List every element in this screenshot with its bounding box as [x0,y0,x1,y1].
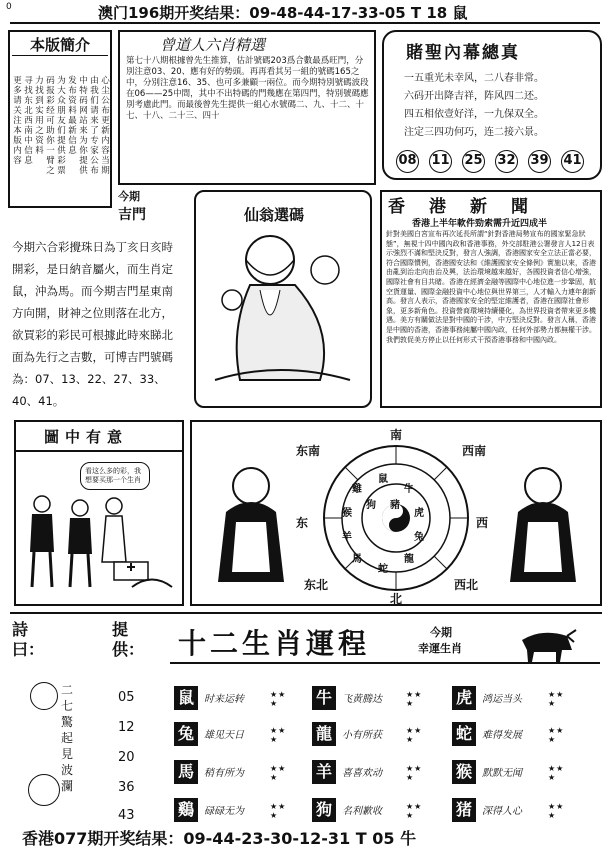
poem-line: 六码开出降吉祥，阵风四二还。 [404,91,544,102]
zodiac-desc: 名利歉收 [342,806,382,817]
intro-col: 为大众朋友们提供彩票 [57,76,66,176]
zodiac-tile: 蛇 [452,722,476,746]
fortune-label-1: 今期 [118,190,140,203]
zodiac-desc: 喜喜欢动 [342,768,382,779]
zodiac-desc: 稍有所为 [204,768,244,779]
zodiac-desc: 飞黄腾达 [342,694,382,705]
corner-mark: 0 [6,2,12,12]
compass-zodiac: 龍 [404,554,414,565]
dir-label: 北 [390,592,403,606]
zodiac-tile: 羊 [312,760,336,784]
number-ball: 41 [561,150,584,173]
zodiac-tile: 龍 [312,722,336,746]
luck-title: 十二生肖運程 [178,627,371,660]
zodiac-tile: 狗 [312,798,336,822]
stars-rating: ★★ ★ [406,690,423,708]
provide-number: 36 [118,780,135,795]
child-right-illustration [498,462,588,598]
fortune-text: 今期六合彩攪珠日為丁亥日亥時開彩，是日納音屬火，而生肖定鼠，沖為馬。而今期吉門星東南方向開，財神之位則落在北方，欲買彩的彩民可根據此時來睇北面為先行之吉數，可博吉門號碼為：07、13、22、27、33、40、41。 [12,240,173,408]
zodiac-tile: 虎 [452,686,476,710]
number-ball: 25 [462,150,485,173]
luck-tag: 幸運生肖 [418,642,462,655]
stars-rating: ★★ ★ [270,690,287,708]
poem-side-text: 二七驚起見波瀾 [60,683,73,793]
dir-label: 东 [296,516,309,530]
intro-col: 中特码网站来为你提供 [79,76,88,176]
number-ball: 39 [528,150,551,173]
stars-rating: ★★ ★ [406,802,423,820]
zodiac-desc: 鸿运当头 [482,694,522,705]
stars-rating: ★★ ★ [406,764,423,782]
zodiac-tile: 牛 [312,686,336,710]
fortune-label-2: 吉門 [118,207,146,223]
news-subtitle: 香港上半年軟件勁索需升近四成半 [412,219,548,229]
top-result: 澳门196期开奖结果：09-48-44-17-33-05 T 18 鼠 [98,4,468,22]
stars-rating: ★★ ★ [270,726,287,744]
number-ball: 32 [495,150,518,173]
bottom-result: 香港077期开奖结果：09-44-23-30-12-31 T 05 牛 [22,829,417,848]
puzzle-box [14,420,184,606]
dir-label: 东北 [304,578,329,592]
intro-title: 本版簡介 [12,34,108,56]
stars-rating: ★★ ★ [548,764,565,782]
provide-number: 05 [118,690,135,705]
speech-bubble: 看这么多的彩，我想要买那一个生肖 [80,462,150,490]
dir-label: 西北 [454,578,479,592]
stars-rating: ★★ ★ [548,726,565,744]
picture-title: 仙翁選碼 [244,206,305,224]
stars-rating: ★★ ★ [270,802,287,820]
dir-label: 西南 [462,444,487,458]
zodiac-desc: 小有所获 [342,730,382,741]
stars-rating: ★★ ★ [270,764,287,782]
picture-box [194,190,372,408]
news-body: 針對美國白宮宣布再次延長所謂“針對香港局勢宣布的國家緊急狀態”，無視十四中國內政和香港事務，外交部駐港公署發言人12日表示強烈不滿和堅決反對，發言人強調，香港國家安全立法正當必要，符合國際慣例，香港國安法和《維護國家安全條例》實施以來，香港由亂到治走向由治及興，法治環境越來越好，各國投資者信心增強，國際社會有目共睹。香港在經濟金融等國際中心地位進一步鞏固，航空貨運量、國際金融投資中心地位與世界第三，人才輸入力連年創新高。發言人表示，香港國家安全的堅定維護者，香港在國際社會形象，更多新角色。投資營商環境持續優化，為世界投資者帶來更多機遇。美方有關做法是對中國的干涉，中方堅決反對。發言人稱，香港是中國的香港，香港事務純屬中國內政，任何外部勢力都無權干涉。我們敦促美方停止以任何形式干預香港事務和中國內政。 [386,230,596,344]
poem-side [12,620,76,818]
zodiac-tile: 兔 [174,722,198,746]
puzzle-rule [16,450,182,452]
dir-label: 西 [476,516,489,530]
poem-title: 賭聖內幕總真 [406,43,520,63]
old-man-illustration [210,230,356,400]
provide-column [112,620,152,823]
luck-rule [170,662,600,664]
stars-rating: ★★ ★ [548,802,565,820]
zeng-text: 第七十八期根據曾先生推算，估計號碼203爲合數最爲旺門，分別注意03、20、應有好的勢頭。再再看其另一組的號碼165之中，分別注意16、35、也可多兼顧一兩位。而今期特別號碼波段在06——25中間，其中不出特碼的門幾應在第四門，特別號碼應別考慮此門。而最後曾先生提供一組心水號碼二、九、十二、十七、十八、二十三、四十 [126,56,369,121]
compass-zodiac: 兔 [414,532,424,543]
dir-label: 东南 [296,444,321,458]
intro-col: 码报彩经可助你一臂之 [46,76,55,176]
provide-number: 12 [118,720,135,735]
zodiac-tile: 猪 [452,798,476,822]
intro-col: 寻找东北西南中信息 [24,76,33,166]
compass-zodiac: 虎 [414,508,424,519]
intro-col: 更多请关注本版内容 [13,76,22,166]
number-ball: 08 [396,150,419,173]
poem-line: 注定三四功何巧，连二接六景。 [404,127,544,138]
emblem-top [30,682,58,710]
poem-line: 一五重光未幸风，二八春非常。 [404,73,544,84]
stars-rating: ★★ ★ [548,690,565,708]
emblem-bottom [28,774,60,806]
poem-box [382,30,602,180]
compass-zodiac: 牛 [404,484,414,495]
news-box [380,190,602,408]
zodiac-desc: 时来运转 [204,694,244,705]
number-ball: 11 [429,150,452,173]
zeng-box [118,30,376,185]
zodiac-desc: 碌碌无为 [204,806,244,817]
zeng-title: 曾道人六肖精選 [160,36,266,54]
stars-rating: ★★ ★ [406,726,423,744]
compass-zodiac: 猴 [342,508,352,519]
compass-zodiac: 鼠 [378,474,388,485]
compass-zodiac: 狗 [366,500,376,511]
cartoon-illustration [22,492,178,602]
ox-icon [512,620,580,666]
zodiac-tile: 鼠 [174,686,198,710]
zodiac-desc: 雄见天日 [204,730,244,741]
fortune-label [118,188,190,228]
provide-number: 43 [118,808,135,823]
provide-number: 20 [118,750,135,765]
intro-col: 心尘公布更新内容当期 [101,76,110,176]
section-rule [10,612,602,614]
news-title: 香港新聞 [388,197,552,217]
intro-col: 力找到实用之资料 [35,76,44,156]
top-rule [10,22,600,24]
zodiac-tile: 猴 [452,760,476,784]
puzzle-title: 圖中有意 [44,428,129,446]
compass-box [190,420,602,606]
luck-tag: 今期 [430,626,452,639]
intro-box [8,30,112,208]
compass-zodiac: 蛇 [378,564,388,575]
compass-zodiac: 豬 [390,500,400,511]
poem-line: 四五相依壹好洋，一九保双全。 [404,109,544,120]
zodiac-desc: 默默无闻 [482,768,522,779]
compass-zodiac: 羊 [342,532,352,543]
zodiac-tile: 馬 [174,760,198,784]
zodiac-desc: 深得人心 [482,806,522,817]
provide-title: 提供： [112,620,145,659]
zodiac-desc: 难得发展 [482,730,522,741]
intro-col: 发布资料最新信息 [68,76,77,156]
dir-label: 南 [390,428,403,442]
child-left-illustration [206,462,296,598]
poem-side-title: 詩曰： [12,620,45,659]
zodiac-tile: 鷄 [174,798,198,822]
compass-zodiac: 馬 [352,554,362,565]
compass-zodiac: 雞 [352,484,362,495]
intro-col: 由我们请来了专家公布 [90,76,99,176]
